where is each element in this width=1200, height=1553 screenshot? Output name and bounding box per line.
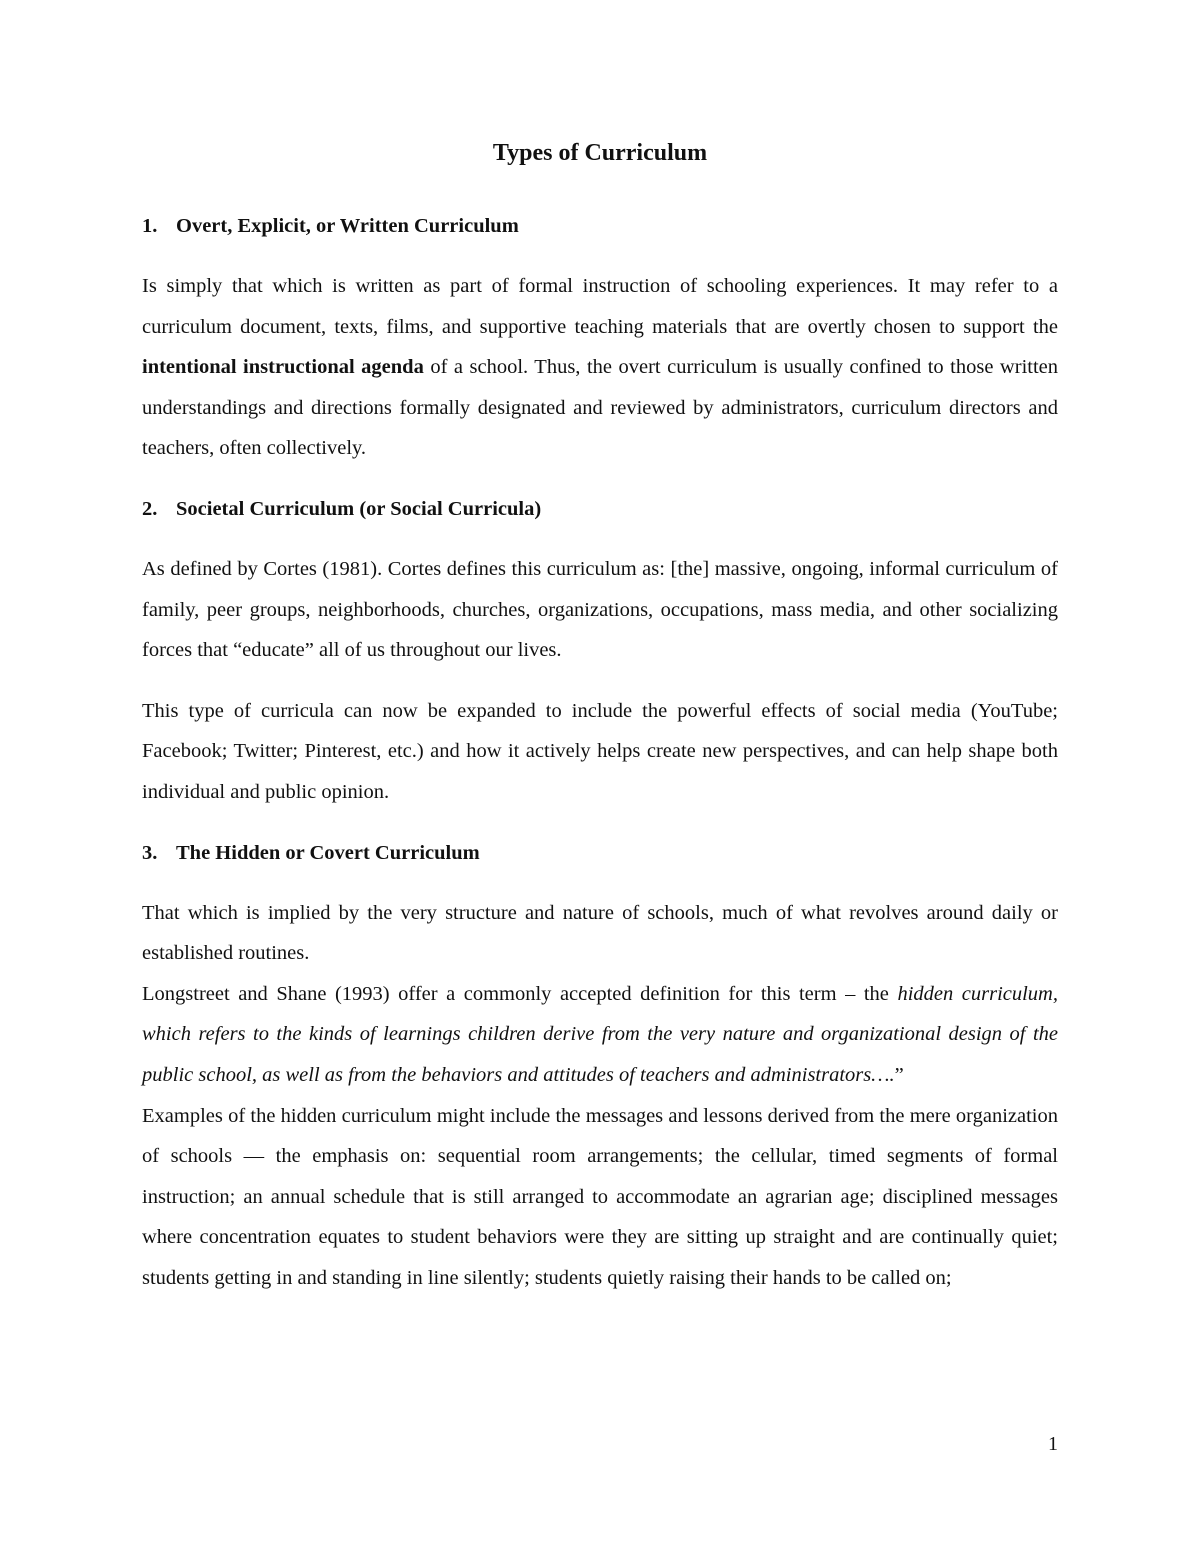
section-heading-overt <box>142 206 1058 246</box>
section-paragraph: As defined by Cortes (1981). Cortes defines this curriculum as: [the] massive, ongoing, informal curriculum of family, peer groups, neighborhoods, churches, organizations, occupations, mass media, and other socializing forces that “educate” all of us throughout our lives. <box>142 557 1058 662</box>
paragraph-text: Is simply that which is written as part of formal instruction of schooling experiences. It may refer to a curriculum document, texts, films, and supportive teaching materials that are overtly chosen to support the <box>142 275 1058 338</box>
section-heading-text: Societal Curriculum (or Social Curricula) <box>176 497 542 520</box>
section-paragraph: Examples of the hidden curriculum might include the messages and lessons derived from the mere organization of schools — the emphasis on: sequential room arrangements; the cellular, timed segments of formal instruction; an annual schedule that is still arranged to accommodate an agrarian age; disciplined messages where concentration equates to student behaviors were they are sitting up straight and are continually quiet; students getting in and standing in line silently; students quietly raising their hands to be called on; <box>142 1104 1058 1289</box>
paragraph-text: ” <box>894 1063 904 1086</box>
document-title: Types of Curriculum <box>492 140 708 166</box>
section-heading-hidden <box>142 833 1058 873</box>
page-number: 1 <box>1048 1433 1058 1455</box>
section-paragraph <box>142 974 1058 1096</box>
section-heading-societal <box>142 489 1058 529</box>
section-paragraph: This type of curricula can now be expanded to include the powerful effects of social media (YouTube; Facebook; Twitter; Pinterest, etc.) and how it actively helps create new perspectives, and can help shape both individual and public opinion. <box>142 699 1058 803</box>
paragraph-text: of a school. Thus, the overt curriculum is usually confined to those written understandings and directions formally designated and reviewed by administrators, curriculum directors and teachers, often collectively. <box>142 356 1058 460</box>
document-body <box>142 206 1058 1298</box>
section-number: 2. <box>142 497 158 520</box>
section-paragraph <box>142 266 1058 469</box>
section-paragraph: That which is implied by the very structure and nature of schools, much of what revolves around daily or established routines. <box>142 901 1058 965</box>
section-heading-text: The Hidden or Covert Curriculum <box>176 841 480 864</box>
section-number: 3. <box>142 841 158 864</box>
italic-quote: hidden curriculum, which refers to the kinds of learnings children derive from the very nature and organizational design of the public school, as well as from the behaviors and attitudes of teachers and administrators…. <box>142 982 1058 1086</box>
section-heading-text: Overt, Explicit, or Written Curriculum <box>176 215 519 237</box>
section-number: 1. <box>142 215 158 237</box>
bold-phrase: intentional instructional agenda <box>142 356 424 379</box>
paragraph-text: Longstreet and Shane (1993) offer a commonly accepted definition for this term – the <box>142 982 898 1005</box>
